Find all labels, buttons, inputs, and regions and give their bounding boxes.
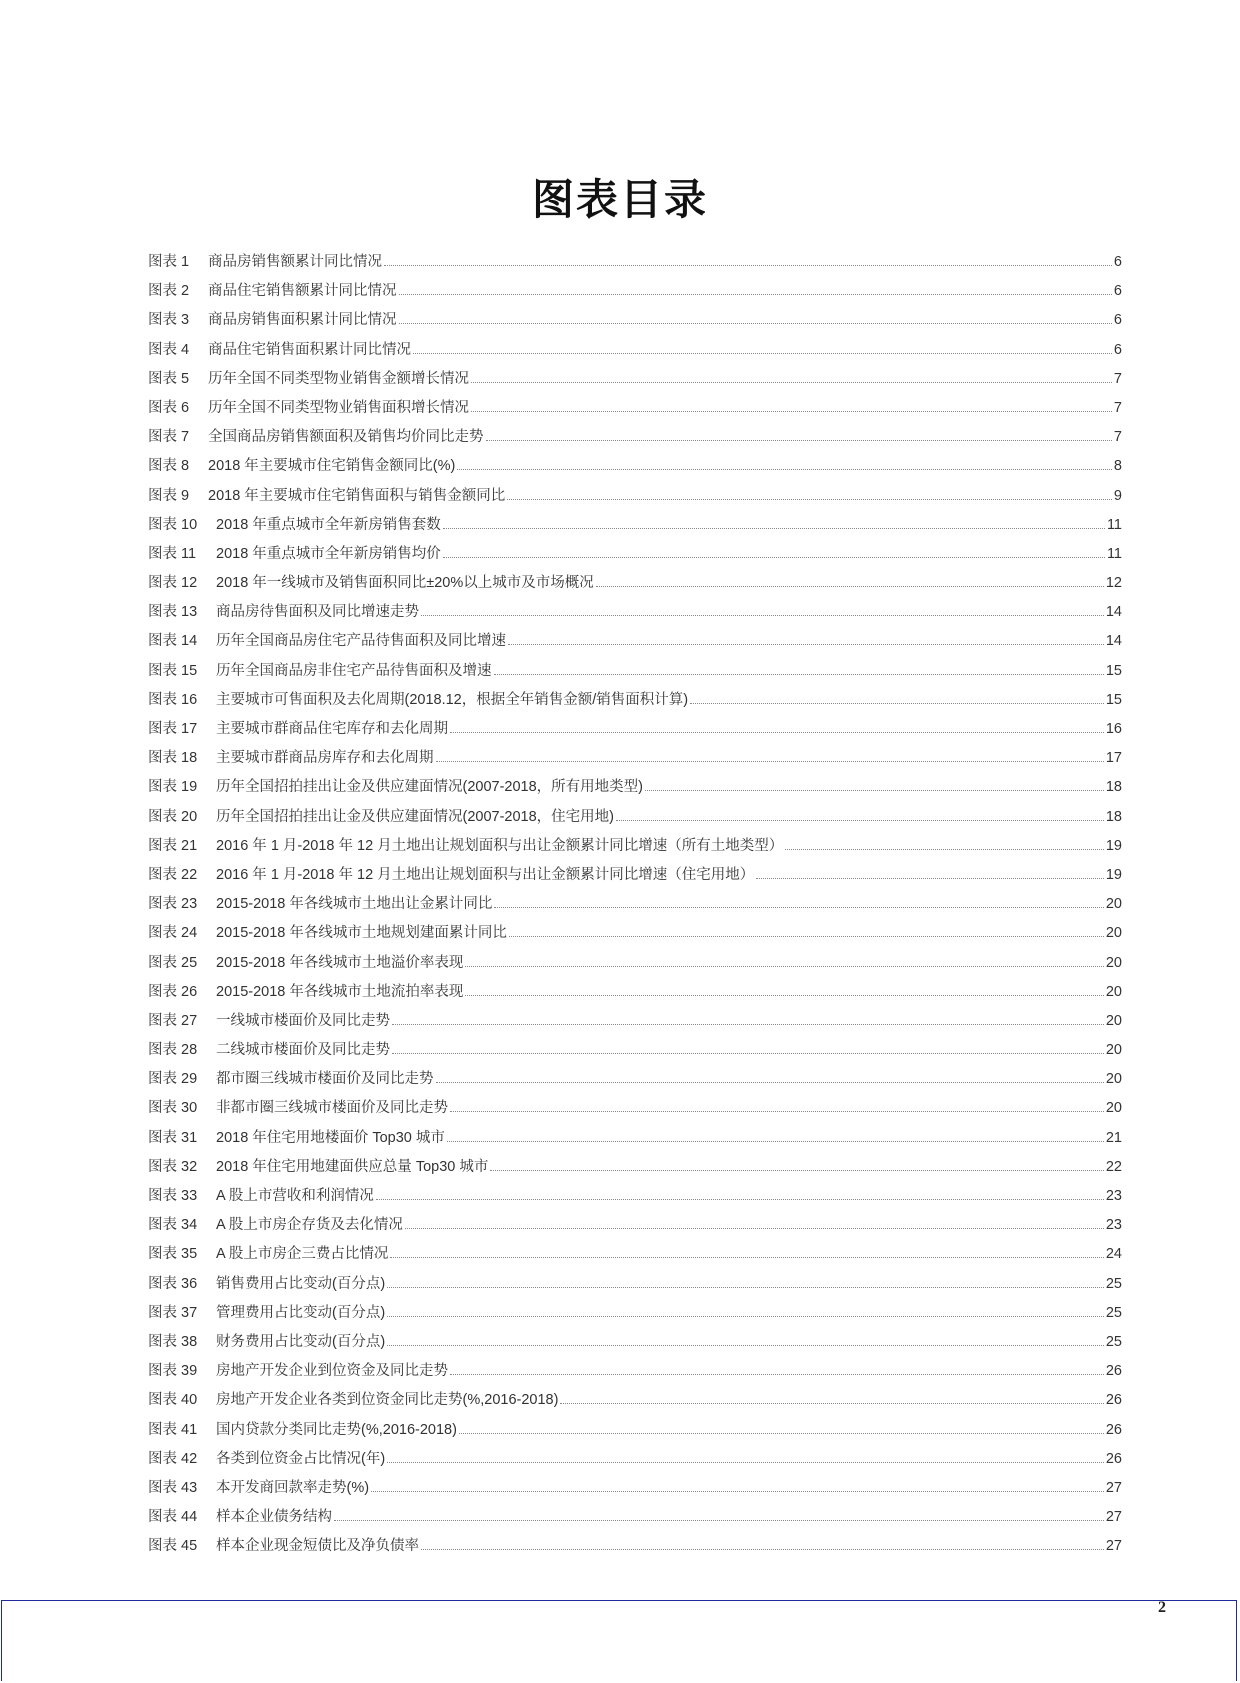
toc-entry-page: 20	[1105, 1012, 1122, 1029]
toc-entry-label: 图表 36	[148, 1275, 198, 1292]
toc-entry-page: 25	[1105, 1304, 1122, 1321]
toc-entry[interactable]	[148, 1211, 1122, 1240]
toc-entry-page: 16	[1105, 721, 1122, 737]
toc-entry-page: 27	[1105, 1509, 1122, 1526]
toc-entry-label: 图表 5	[148, 370, 190, 387]
toc-leader-dots	[756, 877, 1104, 879]
figure-list	[148, 248, 1122, 1561]
toc-entry[interactable]	[148, 306, 1122, 335]
toc-entry-page: 14	[1105, 604, 1122, 621]
toc-leader-dots	[486, 439, 1112, 441]
toc-entry-label: 图表 28	[148, 1042, 198, 1059]
toc-entry-page: 7	[1113, 399, 1122, 416]
toc-entry-label: 图表 37	[148, 1304, 198, 1321]
toc-entry-page: 6	[1113, 254, 1122, 270]
toc-entry-title: 样本企业债务结构	[216, 1509, 332, 1526]
toc-entry-page: 15	[1105, 691, 1122, 708]
toc-entry[interactable]	[148, 744, 1122, 773]
toc-leader-dots	[399, 293, 1112, 295]
toc-entry-label: 图表 45	[148, 1538, 198, 1555]
toc-entry-label: 图表 6	[148, 399, 190, 416]
toc-entry-title: 销售费用占比变动(百分点)	[216, 1275, 386, 1292]
toc-entry-label: 图表 1	[148, 254, 190, 270]
toc-entry[interactable]	[148, 277, 1122, 306]
toc-entry-title: 2018 年一线城市及销售面积同比±20%以上城市及市场概况	[216, 575, 594, 592]
toc-entry-title: 历年全国招拍挂出让金及供应建面情况(2007-2018，住宅用地)	[216, 808, 614, 825]
toc-entry-title: 2018 年重点城市全年新房销售套数	[216, 516, 441, 533]
toc-entry-title: 非都市圈三线城市楼面价及同比走势	[216, 1100, 448, 1117]
toc-entry-label: 图表 42	[148, 1450, 198, 1467]
toc-leader-dots	[387, 1461, 1104, 1463]
toc-leader-dots	[690, 702, 1104, 704]
toc-entry-label: 图表 9	[148, 487, 190, 504]
toc-entry-title: 2018 年住宅用地建面供应总量 Top30 城市	[216, 1158, 489, 1175]
toc-entry[interactable]	[148, 1153, 1122, 1182]
toc-entry-title: 商品房待售面积及同比增速走势	[216, 604, 419, 621]
toc-entry[interactable]	[148, 1094, 1122, 1123]
toc-entry-label: 图表 29	[148, 1071, 198, 1088]
toc-entry-title: 管理费用占比变动(百分点)	[216, 1304, 386, 1321]
toc-entry[interactable]	[148, 861, 1122, 890]
toc-leader-dots	[785, 848, 1104, 850]
toc-entry-page: 8	[1113, 458, 1122, 475]
toc-entry-page: 20	[1105, 983, 1122, 1000]
toc-leader-dots	[436, 760, 1104, 762]
toc-entry-label: 图表 17	[148, 721, 198, 737]
toc-entry-title: 主要城市可售面积及去化周期(2018.12，根据全年销售金额/销售面积计算)	[216, 691, 689, 708]
toc-leader-dots	[387, 1315, 1104, 1317]
toc-leader-dots	[465, 965, 1103, 967]
toc-leader-dots	[443, 556, 1105, 558]
toc-leader-dots	[447, 1140, 1104, 1142]
toc-entry-label: 图表 25	[148, 954, 198, 971]
toc-entry[interactable]	[148, 627, 1122, 656]
toc-entry[interactable]	[148, 1124, 1122, 1153]
toc-leader-dots	[509, 935, 1104, 937]
toc-entry-title: 历年全国商品房住宅产品待售面积及同比增速	[216, 633, 506, 650]
toc-leader-dots	[450, 1110, 1104, 1112]
toc-leader-dots	[421, 614, 1104, 616]
toc-entry-page: 19	[1105, 866, 1122, 883]
toc-entry[interactable]	[148, 511, 1122, 540]
toc-entry-page: 6	[1113, 341, 1122, 358]
toc-entry-title: 历年全国商品房非住宅产品待售面积及增速	[216, 662, 492, 679]
toc-leader-dots	[443, 527, 1105, 529]
toc-entry-title: 2015-2018 年各线城市土地规划建面累计同比	[216, 925, 507, 942]
toc-entry-page: 11	[1106, 545, 1122, 562]
toc-entry[interactable]	[148, 1036, 1122, 1065]
toc-entry-page: 25	[1105, 1333, 1122, 1350]
toc-leader-dots	[465, 994, 1103, 996]
toc-entry-title: 二线城市楼面价及同比走势	[216, 1042, 390, 1059]
toc-leader-dots	[371, 1490, 1104, 1492]
toc-entry-page: 14	[1105, 633, 1122, 650]
toc-entry[interactable]	[148, 1182, 1122, 1211]
toc-entry-page: 21	[1105, 1129, 1122, 1146]
toc-entry-label: 图表 7	[148, 429, 190, 446]
toc-leader-dots	[384, 264, 1112, 266]
toc-entry[interactable]	[148, 1357, 1122, 1386]
toc-entry-page: 20	[1105, 925, 1122, 942]
toc-entry[interactable]	[148, 423, 1122, 452]
toc-entry-label: 图表 11	[148, 545, 197, 562]
toc-entry-title: 2015-2018 年各线城市土地溢价率表现	[216, 954, 464, 971]
toc-entry[interactable]	[148, 1299, 1122, 1328]
toc-entry-title: 历年全国不同类型物业销售面积增长情况	[208, 399, 469, 416]
toc-entry[interactable]	[148, 1532, 1122, 1561]
toc-leader-dots	[387, 1344, 1104, 1346]
toc-entry-page: 12	[1105, 575, 1122, 592]
toc-entry[interactable]	[148, 686, 1122, 715]
toc-entry-page: 20	[1105, 1042, 1122, 1059]
toc-entry-title: 全国商品房销售额面积及销售均价同比走势	[208, 429, 484, 446]
toc-entry-title: A 股上市房企存货及去化情况	[216, 1217, 403, 1234]
toc-entry-label: 图表 40	[148, 1392, 198, 1409]
toc-leader-dots	[596, 585, 1104, 587]
toc-entry-page: 18	[1105, 779, 1122, 796]
toc-entry[interactable]	[148, 1065, 1122, 1094]
toc-entry-label: 图表 21	[148, 837, 198, 854]
toc-entry-label: 图表 4	[148, 341, 190, 358]
toc-entry[interactable]	[148, 452, 1122, 481]
toc-entry[interactable]	[148, 890, 1122, 919]
toc-entry-label: 图表 3	[148, 312, 190, 329]
toc-entry-title: A 股上市营收和利润情况	[216, 1188, 374, 1204]
toc-leader-dots	[471, 410, 1112, 412]
toc-leader-dots	[457, 468, 1112, 470]
toc-leader-dots	[390, 1256, 1103, 1258]
toc-entry-label: 图表 32	[148, 1158, 198, 1175]
toc-leader-dots	[450, 1373, 1104, 1375]
toc-entry-label: 图表 2	[148, 283, 190, 300]
toc-entry-label: 图表 31	[148, 1129, 198, 1146]
toc-entry[interactable]	[148, 773, 1122, 802]
toc-entry-label: 图表 13	[148, 604, 198, 621]
toc-entry-page: 27	[1105, 1538, 1122, 1555]
toc-entry-page: 20	[1105, 954, 1122, 971]
toc-entry[interactable]	[148, 715, 1122, 744]
toc-entry-title: 2018 年主要城市住宅销售面积与销售金额同比	[208, 487, 506, 504]
toc-entry[interactable]	[148, 540, 1122, 569]
toc-leader-dots	[450, 731, 1104, 733]
toc-entry-label: 图表 43	[148, 1479, 198, 1496]
toc-entry[interactable]	[148, 598, 1122, 627]
toc-entry[interactable]	[148, 803, 1122, 832]
toc-entry-title: 财务费用占比变动(百分点)	[216, 1333, 386, 1350]
toc-entry[interactable]	[148, 832, 1122, 861]
toc-entry[interactable]	[148, 919, 1122, 948]
toc-leader-dots	[334, 1519, 1104, 1521]
toc-entry-label: 图表 22	[148, 866, 198, 883]
toc-entry[interactable]	[148, 1328, 1122, 1357]
toc-entry-label: 图表 24	[148, 925, 198, 942]
toc-leader-dots	[616, 819, 1104, 821]
toc-entry-label: 图表 41	[148, 1421, 198, 1438]
toc-entry-page: 25	[1105, 1275, 1122, 1292]
toc-entry-label: 图表 44	[148, 1509, 198, 1526]
toc-entry-page: 26	[1105, 1421, 1122, 1438]
toc-entry-title: 历年全国不同类型物业销售金额增长情况	[208, 370, 469, 387]
toc-entry-title: 主要城市群商品房库存和去化周期	[216, 750, 434, 767]
toc-entry[interactable]	[148, 482, 1122, 511]
toc-entry-page: 19	[1105, 837, 1122, 854]
toc-leader-dots	[392, 1052, 1104, 1054]
toc-entry-label: 图表 18	[148, 750, 198, 767]
toc-entry[interactable]	[148, 978, 1122, 1007]
toc-entry-title: 2018 年住宅用地楼面价 Top30 城市	[216, 1129, 445, 1146]
toc-leader-dots	[387, 1286, 1104, 1288]
toc-entry-page: 20	[1105, 1100, 1122, 1117]
toc-leader-dots	[459, 1432, 1104, 1434]
toc-entry-title: 历年全国招拍挂出让金及供应建面情况(2007-2018，所有用地类型)	[216, 779, 643, 796]
toc-entry[interactable]	[148, 1503, 1122, 1532]
page-number: 2	[1158, 1599, 1166, 1616]
toc-entry-title: 商品住宅销售面积累计同比情况	[208, 341, 411, 358]
toc-entry-page: 7	[1113, 429, 1122, 446]
toc-entry-label: 图表 34	[148, 1217, 198, 1234]
toc-entry-page: 6	[1113, 283, 1122, 300]
toc-entry-page: 22	[1105, 1158, 1122, 1175]
toc-entry-label: 图表 38	[148, 1333, 198, 1350]
toc-entry-title: 2018 年重点城市全年新房销售均价	[216, 545, 441, 562]
toc-entry-page: 6	[1113, 312, 1122, 329]
toc-entry[interactable]	[148, 657, 1122, 686]
toc-entry[interactable]	[148, 394, 1122, 423]
toc-leader-dots	[405, 1227, 1104, 1229]
toc-leader-dots	[645, 789, 1104, 791]
toc-leader-dots	[490, 1169, 1104, 1171]
toc-entry[interactable]	[148, 1445, 1122, 1474]
toc-entry-label: 图表 8	[148, 458, 190, 475]
toc-entry-title: 2016 年 1 月-2018 年 12 月土地出让规划面积与出让金额累计同比增速（住宅用地）	[216, 866, 755, 883]
toc-entry-page: 20	[1105, 1071, 1122, 1088]
toc-entry[interactable]	[148, 1416, 1122, 1445]
toc-entry-label: 图表 35	[148, 1246, 198, 1263]
toc-entry-page: 27	[1105, 1479, 1122, 1496]
page-title: 图表目录	[531, 176, 708, 223]
toc-entry-label: 图表 27	[148, 1012, 198, 1029]
toc-leader-dots	[494, 673, 1104, 675]
toc-entry[interactable]	[148, 365, 1122, 394]
toc-leader-dots	[436, 1081, 1104, 1083]
toc-entry-page: 17	[1105, 750, 1122, 767]
toc-entry[interactable]	[148, 1386, 1122, 1415]
toc-entry-page: 23	[1105, 1217, 1122, 1234]
toc-leader-dots	[471, 381, 1112, 383]
toc-entry-title: 本开发商回款率走势(%)	[216, 1479, 370, 1496]
toc-entry-label: 图表 39	[148, 1363, 198, 1380]
toc-entry[interactable]	[148, 1474, 1122, 1503]
toc-entry-label: 图表 20	[148, 808, 198, 825]
toc-entry-page: 18	[1105, 808, 1122, 825]
toc-entry[interactable]	[148, 336, 1122, 365]
toc-entry-page: 9	[1113, 487, 1122, 504]
toc-entry-page: 7	[1113, 370, 1122, 387]
toc-entry-label: 图表 10	[148, 516, 198, 533]
toc-entry-label: 图表 15	[148, 662, 198, 679]
toc-entry-title: 商品住宅销售额累计同比情况	[208, 283, 397, 300]
toc-entry-title: 各类到位资金占比情况(年)	[216, 1450, 386, 1467]
toc-entry-title: 国内贷款分类同比走势(%,2016-2018)	[216, 1421, 457, 1438]
toc-leader-dots	[560, 1402, 1103, 1404]
toc-entry-page: 11	[1106, 516, 1122, 533]
toc-entry-page: 23	[1105, 1188, 1122, 1204]
toc-entry-label: 图表 26	[148, 983, 198, 1000]
toc-leader-dots	[494, 906, 1103, 908]
toc-entry-page: 24	[1105, 1246, 1122, 1263]
toc-entry-title: 房地产开发企业各类到位资金同比走势(%,2016-2018)	[216, 1392, 559, 1409]
toc-entry-label: 图表 16	[148, 691, 198, 708]
toc-entry-page: 15	[1105, 662, 1122, 679]
toc-entry[interactable]	[148, 1240, 1122, 1269]
toc-entry-page: 26	[1105, 1392, 1122, 1409]
toc-entry[interactable]	[148, 569, 1122, 598]
toc-entry-page: 26	[1105, 1450, 1122, 1467]
toc-entry-title: 2015-2018 年各线城市土地流拍率表现	[216, 983, 464, 1000]
toc-leader-dots	[413, 352, 1112, 354]
toc-entry-label: 图表 12	[148, 575, 198, 592]
toc-entry-title: 2018 年主要城市住宅销售金额同比(%)	[208, 458, 456, 475]
toc-leader-dots	[392, 1023, 1104, 1025]
footer-border	[1, 1600, 1237, 1681]
toc-entry-page: 26	[1105, 1363, 1122, 1380]
toc-entry-label: 图表 23	[148, 896, 198, 913]
toc-entry-label: 图表 14	[148, 633, 198, 650]
toc-entry-title: 一线城市楼面价及同比走势	[216, 1012, 390, 1029]
toc-entry-page: 20	[1105, 896, 1122, 913]
toc-entry-label: 图表 33	[148, 1188, 198, 1204]
toc-entry-title: 主要城市群商品住宅库存和去化周期	[216, 721, 448, 737]
toc-entry-title: 2015-2018 年各线城市土地出让金累计同比	[216, 896, 493, 913]
toc-leader-dots	[376, 1198, 1104, 1200]
toc-entry-title: 商品房销售面积累计同比情况	[208, 312, 397, 329]
toc-entry-label: 图表 30	[148, 1100, 198, 1117]
toc-entry-title: 都市圈三线城市楼面价及同比走势	[216, 1071, 434, 1088]
toc-entry-title: 2016 年 1 月-2018 年 12 月土地出让规划面积与出让金额累计同比增速（所有土地类型）	[216, 837, 784, 854]
toc-entry-label: 图表 19	[148, 779, 198, 796]
toc-leader-dots	[508, 643, 1104, 645]
toc-entry[interactable]	[148, 1270, 1122, 1299]
toc-entry[interactable]	[148, 949, 1122, 978]
toc-leader-dots	[421, 1548, 1104, 1550]
toc-entry-title: 房地产开发企业到位资金及同比走势	[216, 1363, 448, 1380]
toc-entry[interactable]	[148, 1007, 1122, 1036]
toc-entry-title: 商品房销售额累计同比情况	[208, 254, 382, 270]
toc-leader-dots	[399, 322, 1112, 324]
toc-entry[interactable]	[148, 248, 1122, 277]
toc-entry-title: 样本企业现金短债比及净负债率	[216, 1538, 419, 1555]
toc-entry-title: A 股上市房企三费占比情况	[216, 1246, 389, 1263]
toc-leader-dots	[507, 498, 1112, 500]
